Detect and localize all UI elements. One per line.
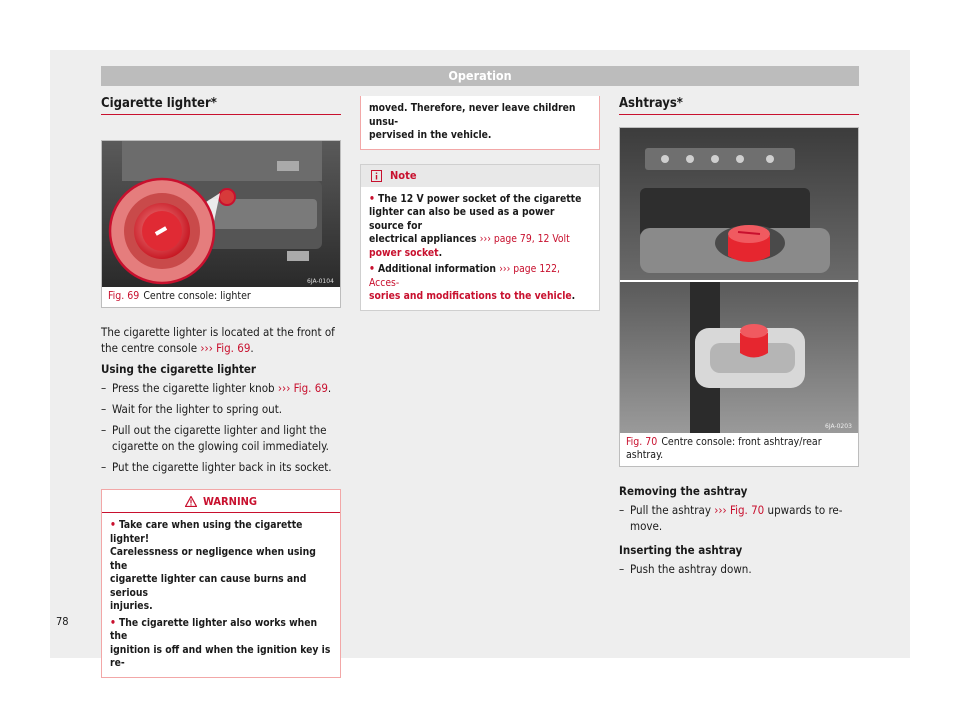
intro-line-1: The cigarette lighter is located at the front of	[101, 325, 335, 339]
section-title-ashtrays: Ashtrays*	[619, 96, 859, 115]
info-icon	[371, 170, 382, 182]
step-1: – Press the cigarette lighter knob ››› Fig. 69.	[101, 380, 341, 396]
ashtray-illustration	[620, 128, 858, 433]
lighter-illustration	[102, 141, 340, 287]
figure-69	[101, 140, 341, 308]
figure-70	[619, 127, 859, 467]
warning-box	[101, 489, 341, 678]
note-header: Note	[361, 165, 599, 187]
note-body: • The 12 V power socket of the cigarette lighter can also be used as a power source for electrical appliances ››› page 79, 12 Volt power socket. • Additional information ››› page 122, Acces- sories and modifications to the vehicle.	[369, 192, 582, 302]
step-2: – Wait for the lighter to spring out.	[101, 401, 341, 417]
warning-triangle-icon	[185, 496, 197, 507]
column-middle	[360, 96, 600, 311]
intro-line-2: the centre console ››› Fig. 69.	[101, 341, 254, 355]
remove-step: – Pull the ashtray ››› Fig. 70 upwards to re- move.	[619, 502, 859, 534]
removing-heading: Removing the ashtray	[619, 484, 748, 498]
column-right	[619, 96, 859, 577]
figure-code: 6JA-0104	[307, 278, 334, 285]
chapter-header: Operation	[101, 66, 859, 86]
warning-header: WARNING	[102, 490, 340, 513]
note-box	[360, 164, 600, 311]
inserting-heading: Inserting the ashtray	[619, 543, 743, 557]
figure-caption: Fig. 70 Centre console: front ashtray/rear ashtray.	[626, 436, 822, 461]
step-4: – Put the cigarette lighter back in its socket.	[101, 459, 341, 475]
section-title-cigarette-lighter: Cigarette lighter*	[101, 96, 341, 115]
figure-caption: Fig. 69 Centre console: lighter	[108, 290, 251, 302]
step-3: – Pull out the cigarette lighter and light the cigarette on the glowing coil immediately.	[101, 422, 341, 454]
insert-step: – Push the ashtray down.	[619, 561, 859, 577]
figure-code: 6JA-0203	[825, 423, 852, 430]
fig-ref-link[interactable]: ››› Fig. 69	[200, 341, 251, 355]
warning-body: • Take care when using the cigarette lighter! Carelessness or negligence when using the cigarette lighter can cause burns and serious injuries. • The cigarette lighter also works when the ignition is off and when the ignition key is re-	[110, 519, 331, 669]
using-heading: Using the cigarette lighter	[101, 362, 257, 376]
page-number: 78	[56, 615, 69, 628]
column-left	[101, 96, 341, 678]
warning-box-continued: moved. Therefore, never leave children unsu- pervised in the vehicle.	[360, 96, 600, 150]
